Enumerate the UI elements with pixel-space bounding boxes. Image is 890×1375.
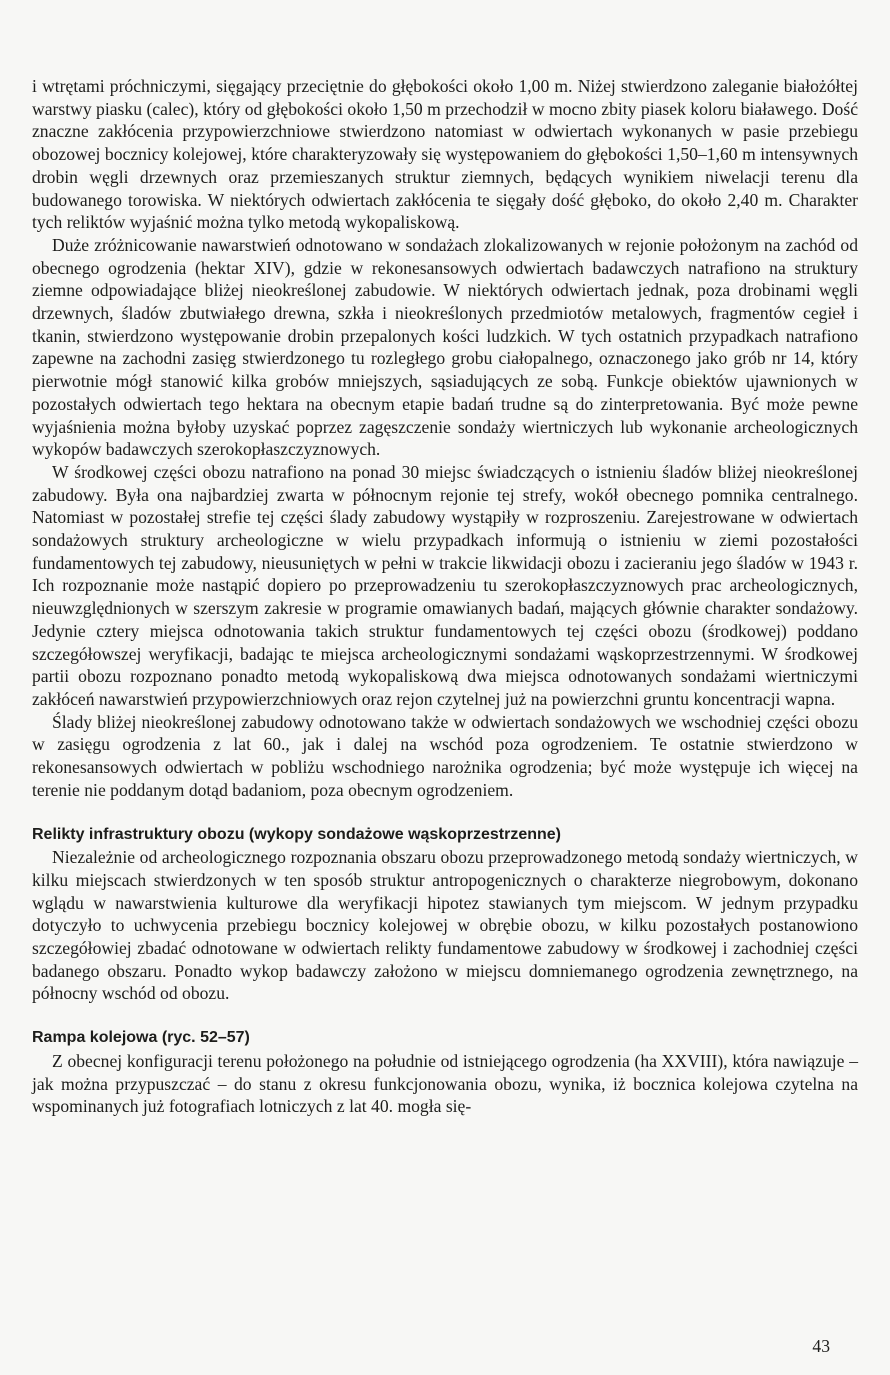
paragraph-rampa: Z obecnej konfiguracji terenu położonego na południe od istniejącego ogrodzenia (ha XXVIII), która nawiązuje – jak można przypuszczać – do stanu z okresu funkcjonowania obozu, wynika, iż bocznica kolejowa czytelna na wspominanych już fotografiach lotniczych z lat 40. mogła się- <box>32 1050 858 1117</box>
paragraph-1: i wtrętami próchniczymi, sięgający przeciętnie do głębokości około 1,00 m. Niżej stwierdzono zaleganie białożółtej warstwy piasku (calec), który od głębokości około 1,50 m przechodził w mocno zbity piasek koloru białawego. Dość znaczne zakłócenia przypowierzchniowe stwierdzono natomiast w odwiertach wykonanych w pasie przebiegu obozowej bocznicy kolejowej, które charakteryzowały się występowaniem do głębokości 1,50–1,60 m intensywnych drobin węgli drzewnych oraz przemieszanych struktur ziemnych, będących wynikiem niwelacji terenu dla budowanego torowiska. W niektórych odwiertach zakłócenia te sięgały dość głęboko, do około 2,40 m. Charakter tych reliktów wyjaśnić można tylko metodą wykopaliskową. <box>32 76 858 233</box>
page-number: 43 <box>812 1336 830 1356</box>
paragraph-2: Duże zróżnicowanie nawarstwień odnotowano w sondażach zlokalizowanych w rejonie położonym na zachód od obecnego ogrodzenia (hektar XIV), gdzie w rekonesansowych odwiertach badawczych natrafiono na struktury ziemne odpowiadające bliżej nieokreślonej zabudowie. W niektórych odwiertach jednak, poza drobinami węgli drzewnych, śladów zbutwiałego drewna, szkła i nieokreślonych przedmiotów metalowych, fragmentów cegieł i tkanin, stwierdzono występowanie drobin przepalonych kości ludzkich. W tych ostatnich przypadkach natrafiono zapewne na zachodni zasięg stwierdzonego tu rozległego grobu ciałopalnego, oznaczonego jako grób nr 14, który pierwotnie mógł stanowić kilka grobów mniejszych, sąsiadujących ze sobą. Funkcje obiektów ujawnionych w pozostałych odwiertach tego hektara na obecnym etapie badań trudne są do zinterpretowania. Być może pewne wyjaśnienia można byłoby uzyskać poprzez zagęszczenie sondaży wiertniczych lub wykonanie archeologicznych wykopów badawczych szerokopłaszczyznowych. <box>32 234 858 460</box>
section-heading-rampa: Rampa kolejowa (ryc. 52–57) <box>32 1029 250 1047</box>
page-body <box>32 75 858 1118</box>
paragraph-infrastructure: Niezależnie od archeologicznego rozpoznania obszaru obozu przeprowadzonego metodą sondaży wiertniczych, w kilku miejscach stwierdzonych w ten sposób struktur antropogenicznych o charakterze niegrobowym, dokonano wglądu w nawarstwienia kulturowe dla weryfikacji hipotez stawianych tym miejscom. W jednym przypadku dotyczyło to uchwycenia przebiegu bocznicy kolejowej w obrębie obozu, w kilku pozostałych postanowiono szczegółowiej zbadać odnotowane w odwiertach relikty fundamentowe zabudowy w środkowej i zachodniej części badanego obszaru. Ponadto wykop badawczy założono w miejscu domniemanego ogrodzenia zewnętrznego, na północny wschód od obozu. <box>32 847 858 1004</box>
paragraph-3: W środkowej części obozu natrafiono na ponad 30 miejsc świadczących o istnieniu śladów bliżej nieokreślonej zabudowy. Była ona najbardziej zwarta w północnym rejonie tej strefy, wokół obecnego pomnika centralnego. Natomiast w pozostałej strefie tej części ślady zabudowy wystąpiły w rozproszeniu. Zarejestrowane w odwiertach sondażowych struktury archeologiczne w wielu przypadkach informują o istnieniu w ziemi pozostałości fundamentowych tej zabudowy, nieusuniętych w pełni w trakcie likwidacji obozu i zacieraniu jego śladów w 1943 r. Ich rozpoznanie może nastąpić dopiero po przeprowadzeniu tu szerokopłaszczyznowych prac archeologicznych, nieuwzględnionych w szerszym zakresie w programie omawianych badań, mających głównie charakter sondażowy. Jedynie cztery miejsca odnotowania takich struktur fundamentowych tej części obozu (środkowej) poddano szczegółowszej weryfikacji, badając te miejsca archeologicznymi sondażami wąskoprzestrzennymi. W środkowej partii obozu rozpoznano ponadto metodą wykopaliskową dwa miejsca odnotowanych sondażami wiertniczymi zakłóceń nawarstwień przypowierzchniowych oraz rejon czytelnej już na powierzchni gruntu koncentracji wapna. <box>32 461 858 709</box>
section-gap <box>32 1005 858 1027</box>
section-gap <box>32 802 858 824</box>
paragraph-4: Ślady bliżej nieokreślonej zabudowy odnotowano także w odwiertach sondażowych we wschodniej części obozu w zasięgu ogrodzenia z lat 60., jak i dalej na wschód poza ogrodzeniem. Te ostatnie stwierdzono w rekonesansowych odwiertach w pobliżu wschodniego narożnika ogrodzenia; być może występuje ich więcej na terenie nie poddanym dotąd badaniom, poza obecnym ogrodzeniem. <box>32 711 858 800</box>
section-heading-infrastructure: Relikty infrastruktury obozu (wykopy sondażowe wąskoprzestrzenne) <box>32 825 561 843</box>
